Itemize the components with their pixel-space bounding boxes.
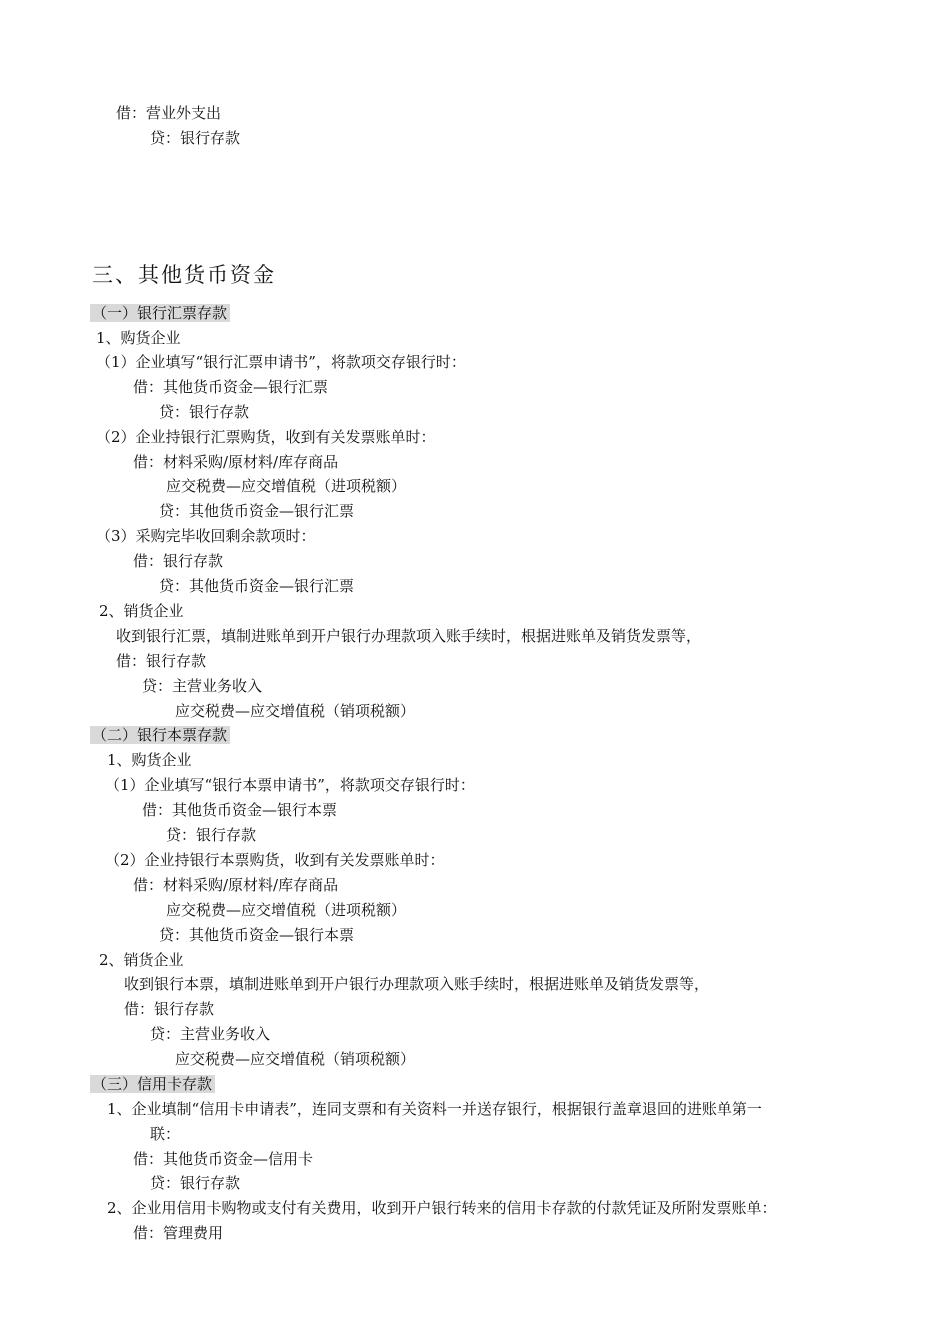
entry-line: 应交税费—应交增值税（销项税额） bbox=[175, 1050, 416, 1068]
text-line: 1、购货企业 bbox=[96, 329, 181, 347]
entry-line: 借：其他货币资金—银行汇票 bbox=[133, 378, 329, 396]
entry-line: 应交税费—应交增值税（进项税额） bbox=[166, 477, 407, 495]
section-heading: 三、其他货币资金 bbox=[92, 263, 276, 287]
entry-line: 贷：银行存款 bbox=[150, 129, 241, 147]
text-line: 1、企业填制“信用卡申请表”，连同支票和有关资料一并送存银行，根据银行盖章退回的进账单第一 bbox=[107, 1100, 762, 1118]
text-line: （2）企业持银行汇票购货，收到有关发票账单时： bbox=[96, 428, 436, 446]
entry-line: 借：银行存款 bbox=[133, 552, 224, 570]
entry-line: 贷：其他货币资金—银行汇票 bbox=[159, 502, 355, 520]
entry-line: 应交税费—应交增值税（销项税额） bbox=[175, 702, 416, 720]
entry-line: 借：材料采购/原材料/库存商品 bbox=[133, 453, 339, 471]
text-line: （1）企业填写“银行本票申请书”，将款项交存银行时： bbox=[105, 776, 475, 794]
entry-line: 借：营业外支出 bbox=[116, 104, 222, 122]
text-line: （2）企业持银行本票购货，收到有关发票账单时： bbox=[105, 851, 445, 869]
entry-line: 借：材料采购/原材料/库存商品 bbox=[133, 876, 339, 894]
text-line: 2、销货企业 bbox=[99, 951, 184, 969]
entry-line: 贷：主营业务收入 bbox=[142, 677, 263, 695]
entry-line: 贷：银行存款 bbox=[159, 403, 250, 421]
entry-line: 应交税费—应交增值税（进项税额） bbox=[166, 901, 407, 919]
entry-line: 借：银行存款 bbox=[124, 1000, 215, 1018]
text-line: 2、企业用信用卡购物或支付有关费用，收到开户银行转来的信用卡存款的付款凭证及所附发票账单： bbox=[107, 1199, 777, 1217]
text-line: 2、销货企业 bbox=[99, 602, 184, 620]
subsection-heading: （一）银行汇票存款 bbox=[90, 304, 230, 322]
entry-line: 贷：其他货币资金—银行本票 bbox=[159, 926, 355, 944]
entry-line: 贷：其他货币资金—银行汇票 bbox=[159, 577, 355, 595]
entry-line: 贷：主营业务收入 bbox=[150, 1025, 271, 1043]
entry-line: 借：其他货币资金—银行本票 bbox=[142, 801, 338, 819]
entry-line: 借：银行存款 bbox=[116, 652, 207, 670]
text-line: 收到银行本票，填制进账单到开户银行办理款项入账手续时，根据进账单及销货发票等， bbox=[124, 975, 710, 993]
text-line: 1、购货企业 bbox=[107, 751, 192, 769]
entry-line: 贷：银行存款 bbox=[166, 826, 257, 844]
subsection-heading: （二）银行本票存款 bbox=[90, 726, 230, 744]
text-line: （3）采购完毕收回剩余款项时： bbox=[96, 527, 316, 545]
text-line: （1）企业填写“银行汇票申请书”，将款项交存银行时： bbox=[96, 353, 466, 371]
text-line: 联： bbox=[150, 1125, 181, 1143]
subsection-heading: （三）信用卡存款 bbox=[90, 1075, 215, 1093]
text-line: 收到银行汇票，填制进账单到开户银行办理款项入账手续时，根据进账单及销货发票等， bbox=[116, 627, 702, 645]
entry-line: 借：其他货币资金—信用卡 bbox=[133, 1150, 314, 1168]
entry-line: 借：管理费用 bbox=[133, 1224, 224, 1242]
entry-line: 贷：银行存款 bbox=[150, 1174, 241, 1192]
